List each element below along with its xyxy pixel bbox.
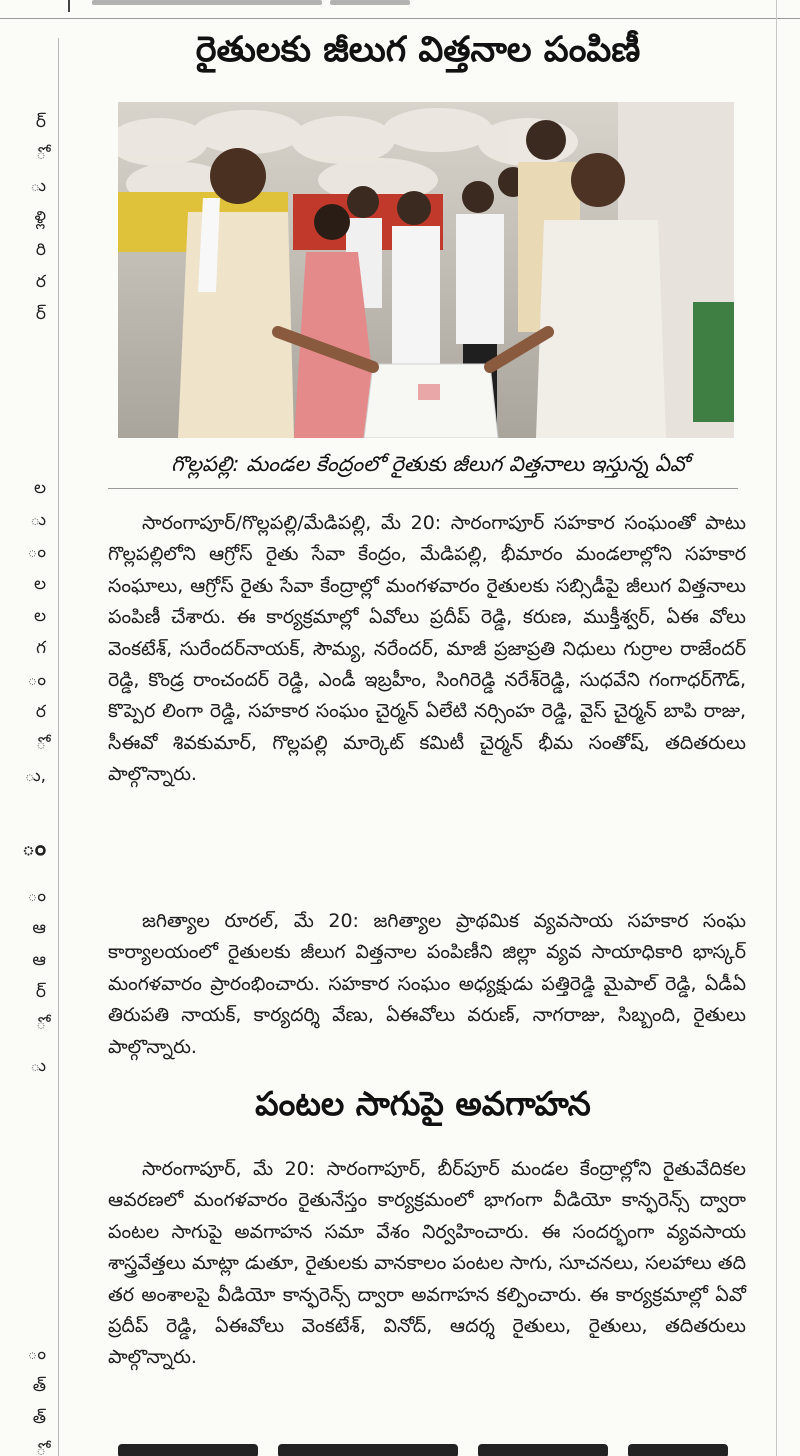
page-right-rule (776, 0, 777, 1456)
article-paragraph-1: సారంగాపూర్/గొల్లపల్లి/మేడిపల్లి, మే 20: సారంగాపూర్ సహకార సంఘంతో పాటు గొల్లపల్లిలోని ఆగ్రోస్ రైతు సేవా కేంద్రం, మేడిపల్లి, భీమారం మండలాల్లోని సహకార సంఘాలు, ఆగ్రోస్ రైతు సేవా కేంద్రాల్లో మంగళవారం రైతులకు సబ్సిడీపై జీలుగ విత్తనాలు పంపిణీ చేశారు. ఈ కార్యక్రమాల్లో ఏవోలు ప్రదీప్ రెడ్డి, కరుణ, ముక్తీశ్వర్, ఏఈ వోలు వెంకటేశ్, సురేందర్‌నాయక్, సౌమ్య, నరేందర్, మాజీ ప్రజాప్రతి నిధులు గుర్రాల రాజేందర్ రెడ్డి, కొండ్ర రాంచందర్ రెడ్డి, ఎండీ ఇబ్రహీం, సింగిరెడ్డి నరేశ్‌రెడ్డి, సుధవేని గంగాధర్‌గౌడ్, కొప్పెర లింగా రెడ్డి, సహకార సంఘం చైర్మన్ ఏలేటి నర్సింహ రెడ్డి, వైస్ చైర్మన్ బాపి రాజు, సీఈవో శివకుమార్, గొల్లపల్లి మార్కెట్ కమిటీ చైర్మన్ భీమ సంతోష్, తదితరులు పాల్గొన్నారు. (108, 512, 746, 786)
left-column-fragment: ం (27, 1344, 46, 1364)
cropped-headline-glyphs (628, 1444, 728, 1456)
photo-farmers-seed-bag-icon (118, 102, 734, 438)
left-column-fragment: ర (35, 702, 46, 722)
left-column-fragment: ం (27, 886, 46, 906)
left-column-fragment: ం (22, 836, 46, 861)
cropped-headline-glyphs (278, 1444, 458, 1456)
cropped-text-line (92, 0, 322, 5)
second-article-paragraph: సారంగాపూర్, మే 20: సారంగాపూర్, బీర్‌పూర్ మండల కేంద్రాల్లోని రైతువేదికల ఆవరణలో మంగళవారం రైతునేస్తం కార్యక్రమంలో భాగంగా వీడియో కాన్ఫరెన్స్ ద్వారా పంటల సాగుపై అవగాహన సమా వేశం నిర్వహించారు. ఈ సందర్భంగా వ్యవసాయ శాస్త్రవేత్తలు మాట్లా డుతూ, రైతులకు వానకాలం పంటల సాగు, సూచనలు, సలహాలు తది తర అంశాలపై వీడియో కాన్ఫరెన్స్ ద్వారా అవగాహన కల్పించారు. ఈ కార్యక్రమాల్లో ఏవో ప్రదీప్ రెడ్డి, ఏఈవోలు వెంకటేశ్, వినోద్, ఆదర్శ రైతులు, రైతులు, తదితరులు పాల్గొన్నారు. (108, 1158, 746, 1369)
article-photo (118, 102, 734, 438)
left-column-fragment: ఆ (32, 950, 46, 970)
column-rule (58, 38, 59, 1456)
left-column-fragment: ు, (24, 766, 46, 786)
left-column-fragment: ం (27, 542, 46, 562)
left-column-fragment: ల (33, 574, 46, 594)
left-column-fragment: ల (33, 606, 46, 626)
left-column-fragment: ు (30, 176, 46, 196)
left-column-fragment: ల (33, 478, 46, 498)
left-column-fragment: ో (36, 144, 46, 164)
caption-separator (108, 488, 738, 489)
left-column-fragment: ు (30, 510, 46, 530)
column-divider-tick (68, 0, 70, 12)
left-column-fragment: త్ (32, 1376, 46, 1396)
left-column-fragment: గ (36, 638, 46, 658)
photo-caption: గొల్లపల్లి: మండల కేంద్రంలో రైతుకు జీలుగ విత్తనాలు ఇస్తున్న ఏవో (171, 452, 689, 476)
left-column-fragment: ర్ (35, 112, 46, 132)
left-column-fragment: ఆ (32, 918, 46, 938)
left-column-fragment: ర్ (35, 304, 46, 324)
cropped-text-line (330, 0, 410, 5)
previous-article-strip (0, 0, 800, 19)
left-column-fragment: ం (27, 670, 46, 690)
article-headline: రైతులకు జీలుగ విత్తనాల పంపిణీ (195, 30, 641, 70)
left-column-fragment: రి (35, 240, 46, 260)
left-column-fragment: ో (36, 1014, 46, 1034)
left-column-fragment: ర్ (35, 982, 46, 1002)
left-column-cropped (0, 20, 60, 1456)
cropped-headline-glyphs (478, 1444, 608, 1456)
left-column-fragment: ళ్లి (34, 208, 46, 228)
left-column-fragment: ో (36, 1440, 46, 1456)
cropped-headline-glyphs (118, 1444, 258, 1456)
left-column-fragment: ు (30, 1056, 46, 1076)
left-column-fragment: ో (36, 734, 46, 754)
next-headline-cropped (108, 1436, 738, 1456)
left-column-fragment: త్ (32, 1408, 46, 1428)
article-paragraph-2: జగిత్యాల రూరల్, మే 20: జగిత్యాల ప్రాథమిక వ్యవసాయ సహకార సంఘ కార్యాలయంలో రైతులకు జీలుగ విత్తనాల పంపిణీని జిల్లా వ్యవ సాయాధికారి భాస్కర్ మంగళవారం ప్రారంభించారు. సహకార సంఘం అధ్యక్షుడు పత్తిరెడ్డి మైపాల్ రెడ్డి, ఏడీఏ తిరుపతి నాయక్, కార్యదర్శి వేణు, ఏఈవోలు వరుణ్, నాగరాజు, సిబ్బంది, రైతులు పాల్గొన్నారు. (108, 910, 746, 1058)
second-article-headline: పంటల సాగుపై అవగాహన (255, 1084, 591, 1123)
left-column-fragment: ర (35, 272, 46, 292)
